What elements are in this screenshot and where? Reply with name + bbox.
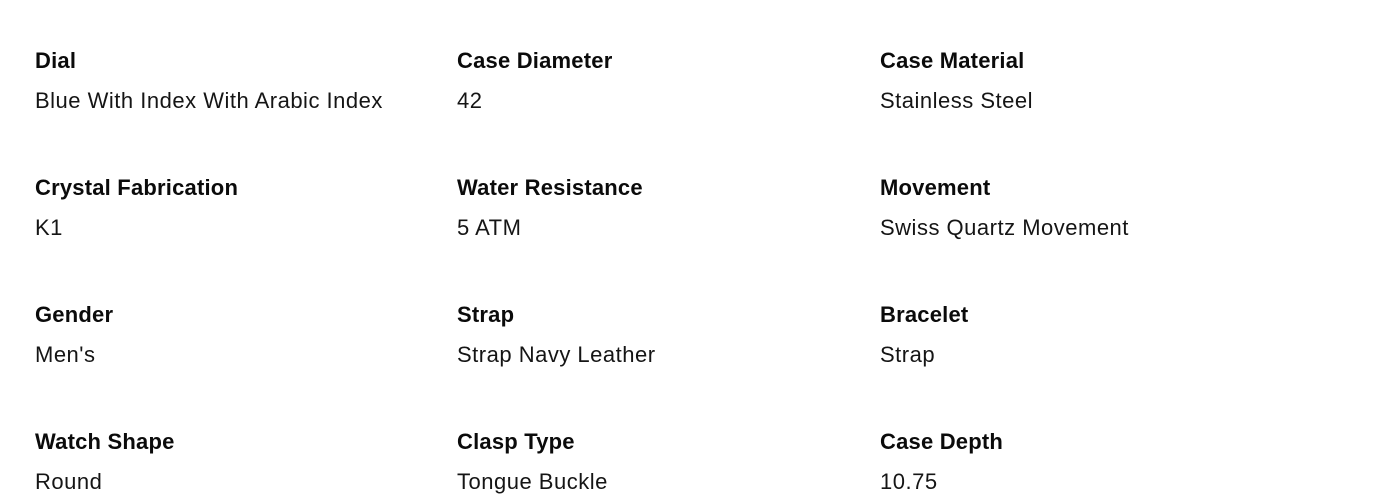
spec-value: 42 xyxy=(457,88,483,113)
spec-label: Watch Shape xyxy=(35,429,175,454)
spec-label: Movement xyxy=(880,175,991,200)
spec-label: Case Diameter xyxy=(457,48,613,73)
spec-value: Strap Navy Leather xyxy=(457,342,656,367)
spec-value: Strap xyxy=(880,342,936,367)
spec-item-bracelet xyxy=(880,302,1389,368)
spec-label: Strap xyxy=(457,302,515,327)
spec-item-case-diameter xyxy=(457,48,880,114)
spec-item-clasp-type xyxy=(457,429,880,495)
spec-value: Round xyxy=(35,469,103,494)
spec-item-water-resistance xyxy=(457,175,880,241)
spec-label: Dial xyxy=(35,48,77,73)
spec-item-movement xyxy=(880,175,1389,241)
spec-label: Clasp Type xyxy=(457,429,575,454)
spec-label: Gender xyxy=(35,302,114,327)
spec-value: Stainless Steel xyxy=(880,88,1034,113)
spec-value: Swiss Quartz Movement xyxy=(880,215,1129,240)
spec-item-strap xyxy=(457,302,880,368)
spec-item-dial xyxy=(35,48,457,114)
spec-label: Case Material xyxy=(880,48,1025,73)
spec-item-gender xyxy=(35,302,457,368)
spec-label: Crystal Fabrication xyxy=(35,175,239,200)
spec-value: K1 xyxy=(35,215,63,240)
spec-value: Men's xyxy=(35,342,96,367)
spec-value: 10.75 xyxy=(880,469,938,494)
spec-item-case-material xyxy=(880,48,1389,114)
spec-item-case-depth xyxy=(880,429,1389,495)
spec-label: Water Resistance xyxy=(457,175,643,200)
spec-label: Case Depth xyxy=(880,429,1004,454)
spec-value: Blue With Index With Arabic Index xyxy=(35,88,383,113)
spec-value: 5 ATM xyxy=(457,215,522,240)
spec-item-watch-shape xyxy=(35,429,457,495)
spec-label: Bracelet xyxy=(880,302,969,327)
spec-value: Tongue Buckle xyxy=(457,469,608,494)
spec-item-crystal-fabrication xyxy=(35,175,457,241)
